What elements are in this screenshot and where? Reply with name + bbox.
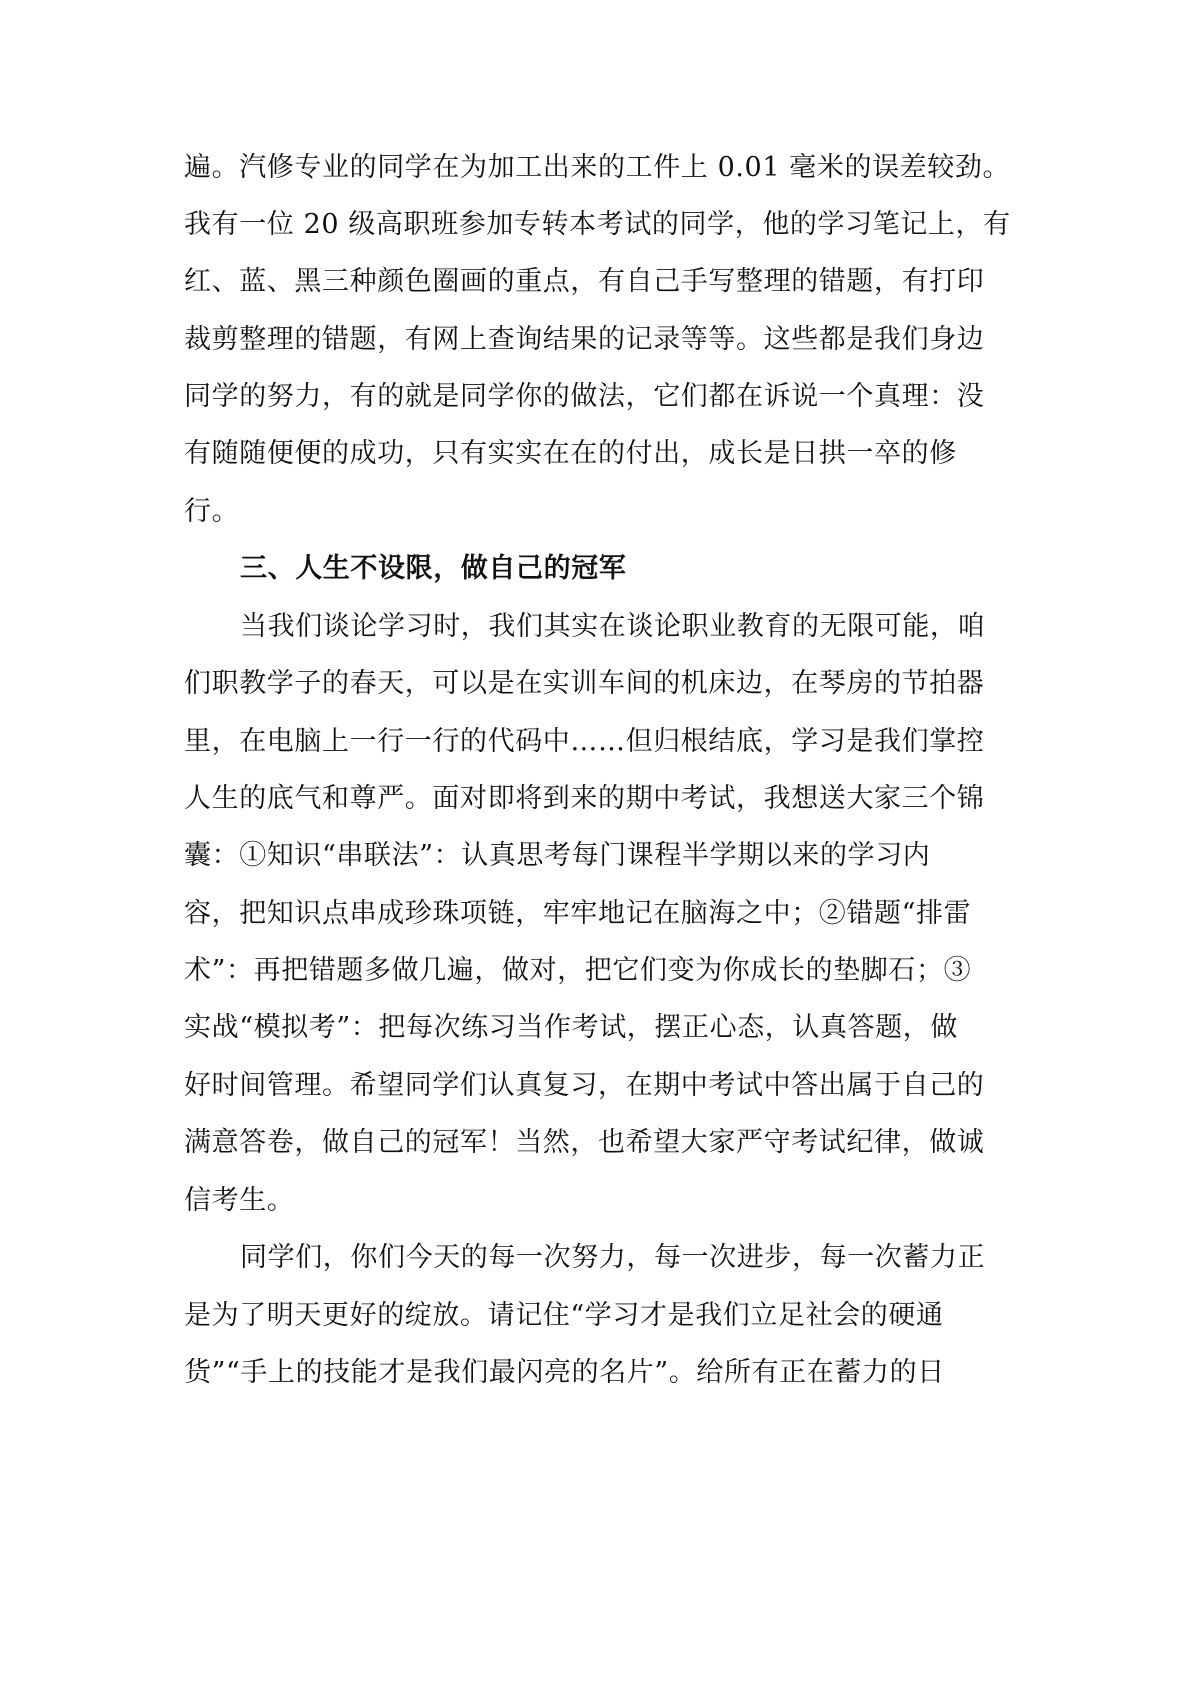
body-text-line: 好时间管理。希望同学们认真复习，在期中考试中答出属于自己的 — [184, 1070, 985, 1101]
body-text-line: 实战“模拟考”：把每次练习当作考试，摆正心态，认真答题，做 — [184, 1012, 959, 1043]
body-text-line: 囊：①知识“串联法”：认真思考每门课程半学期以来的学习内 — [184, 840, 931, 871]
body-text-line: 红、蓝、黑三种颜色圈画的重点，有自己手写整理的错题，有打印 — [184, 266, 985, 297]
body-text-line: 们职教学子的春天，可以是在实训车间的机床边，在琴房的节拍器 — [184, 668, 985, 699]
section-heading: 三、人生不设限，做自己的冠军 — [240, 553, 627, 584]
body-text-line: 术”：再把错题多做几遍，做对，把它们变为你成长的垫脚石；③ — [184, 955, 972, 986]
body-text-line: 容，把知识点串成珍珠项链，牢牢地记在脑海之中；②错题“排雷 — [184, 898, 972, 929]
body-text-line: 货”“手上的技能才是我们最闪亮的名片”。给所有正在蓄力的日 — [184, 1357, 945, 1388]
body-text-line: 当我们谈论学习时，我们其实在谈论职业教育的无限可能，咱 — [240, 611, 986, 642]
body-text-line: 同学们，你们今天的每一次努力，每一次进步，每一次蓄力正 — [240, 1242, 986, 1273]
body-text-line: 我有一位 20 级高职班参加专转本考试的同学，他的学习笔记上，有 — [184, 209, 1011, 240]
body-text-line: 人生的底气和尊严。面对即将到来的期中考试，我想送大家三个锦 — [184, 783, 985, 814]
body-text-line: 满意答卷，做自己的冠军！当然，也希望大家严守考试纪律，做诚 — [184, 1127, 985, 1158]
body-text-line: 同学的努力，有的就是同学你的做法，它们都在诉说一个真理：没 — [184, 381, 985, 412]
body-text-line: 里，在电脑上一行一行的代码中……但归根结底，学习是我们掌控 — [184, 726, 985, 757]
body-text-line: 是为了明天更好的绽放。请记住“学习才是我们立足社会的硬通 — [184, 1300, 944, 1331]
body-text-line: 有随随便便的成功，只有实实在在的付出，成长是日拱一卒的修 — [184, 438, 957, 469]
body-text-line: 行。 — [184, 496, 240, 527]
body-text-line: 遍。汽修专业的同学在为加工出来的工件上 0.01 毫米的误差较劲。 — [184, 152, 1011, 183]
body-text-line: 信考生。 — [184, 1185, 295, 1216]
body-text-line: 裁剪整理的错题，有网上查询结果的记录等等。这些都是我们身边 — [184, 324, 985, 355]
